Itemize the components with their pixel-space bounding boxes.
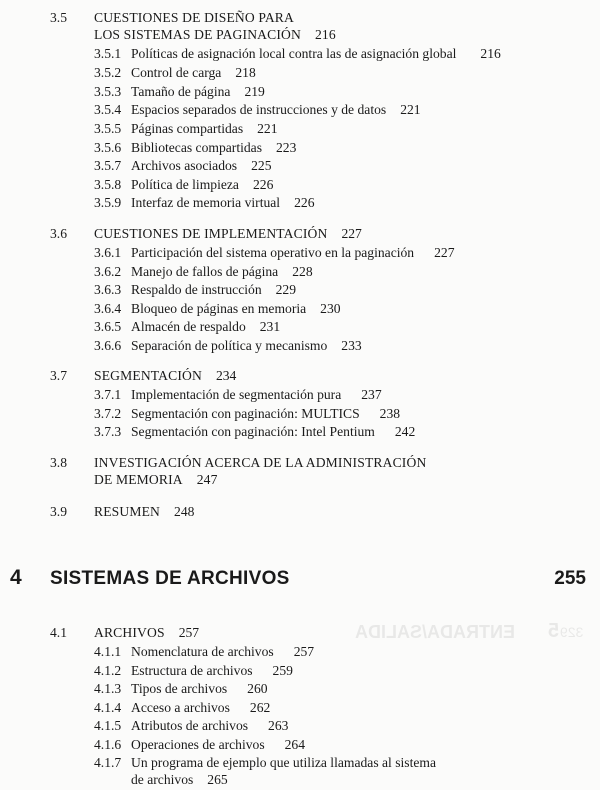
- page-number: 230: [320, 301, 341, 316]
- page-number: 257: [178, 625, 200, 640]
- bleed-through-chapter-title: ENTRADA/SALIDA: [355, 622, 515, 642]
- section-title-cont: DE MEMORIA 247: [94, 472, 218, 487]
- page-number: 216: [314, 27, 336, 42]
- page-number: 221: [257, 121, 278, 136]
- chapter-page: 255: [554, 568, 586, 589]
- section-title-cont: LOS SISTEMAS DE PAGINACIÓN 216: [94, 27, 336, 42]
- toc-entry-3-6-4[interactable]: 3.6.4 Bloqueo de páginas en memoria 230: [94, 301, 341, 316]
- page-number: 248: [174, 504, 195, 519]
- page-number: 221: [400, 102, 421, 117]
- page-number: 264: [284, 737, 306, 752]
- page-number: 231: [259, 319, 281, 334]
- page-number: 233: [341, 338, 362, 353]
- toc-entry-3-6-2[interactable]: 3.6.2 Manejo de fallos de página 228: [94, 264, 313, 279]
- page-number: 259: [272, 663, 293, 678]
- page-number: 238: [379, 406, 401, 421]
- toc-entry-3-5-7[interactable]: 3.5.7 Archivos asociados 225: [94, 158, 272, 173]
- toc-entry-3-7-3[interactable]: 3.7.3 Segmentación con paginación: Intel Pentium 242: [94, 424, 416, 439]
- section-number: 4.1: [50, 625, 67, 640]
- toc-entry-4-1-4[interactable]: 4.1.4 Acceso a archivos 262: [94, 700, 271, 715]
- page-number: 228: [292, 264, 313, 279]
- toc-entry-3-6-6[interactable]: 3.6.6 Separación de política y mecanismo 233: [94, 338, 362, 353]
- bleed-through-chapter-page: 329: [560, 624, 584, 640]
- section-title: RESUMEN: [94, 504, 161, 519]
- section-title: ARCHIVOS: [94, 625, 165, 640]
- section-number: 3.8: [50, 455, 67, 470]
- toc-entry-3-6-5[interactable]: 3.6.5 Almacén de respaldo 231: [94, 319, 281, 334]
- bleed-through-chapter-num: 5: [548, 620, 560, 642]
- page-number: 242: [394, 424, 416, 439]
- section-title: CUESTIONES DE DISEÑO PARA: [94, 10, 294, 25]
- page-number: 263: [268, 718, 289, 733]
- toc-entry-3-6-1[interactable]: 3.6.1 Participación del sistema operativo en la paginación 227: [94, 245, 455, 260]
- toc-entry-3-5-3[interactable]: 3.5.3 Tamaño de página 219: [94, 84, 265, 99]
- section-number: 3.5: [50, 10, 67, 25]
- section-title: INVESTIGACIÓN ACERCA DE LA ADMINISTRACIÓN: [94, 455, 427, 470]
- page-number: 218: [235, 65, 256, 80]
- toc-entry-3-7-1[interactable]: 3.7.1 Implementación de segmentación pura 237: [94, 387, 382, 402]
- section-title: CUESTIONES DE IMPLEMENTACIÓN: [94, 226, 328, 241]
- page-number: 226: [252, 177, 274, 192]
- page-number: 216: [480, 46, 501, 61]
- section-number: 3.6: [50, 226, 67, 241]
- toc-entry-3-5-6[interactable]: 3.5.6 Bibliotecas compartidas 223: [94, 140, 297, 155]
- page-number: 237: [361, 387, 382, 402]
- toc-entry-3-5-1[interactable]: 3.5.1 Políticas de asignación local contra las de asignación global 216: [94, 46, 501, 61]
- section-number: 3.7: [50, 368, 67, 383]
- toc-entry-3-6-3[interactable]: 3.6.3 Respaldo de instrucción 229: [94, 282, 297, 297]
- toc-entry-4-1-5[interactable]: 4.1.5 Atributos de archivos 263: [94, 718, 289, 733]
- page-number: 227: [434, 245, 455, 260]
- page-number: 219: [244, 84, 265, 99]
- chapter-number: 4: [10, 566, 22, 589]
- page-number: 225: [251, 158, 272, 173]
- toc-entry-4-1-7-cont: de archivos 265: [131, 772, 228, 787]
- page-number: 247: [196, 472, 218, 487]
- toc-entry-4-1-3[interactable]: 4.1.3 Tipos de archivos 260: [94, 681, 268, 696]
- toc-entry-3-5-4[interactable]: 3.5.4 Espacios separados de instrucciones y de datos 221: [94, 102, 421, 117]
- page-number: 227: [341, 226, 362, 241]
- toc-entry-3-5-9[interactable]: 3.5.9 Interfaz de memoria virtual 226: [94, 195, 315, 210]
- page-number: 257: [293, 644, 315, 659]
- page-number: 260: [247, 681, 268, 696]
- section-title: SEGMENTACIÓN: [94, 368, 202, 383]
- page-number: 262: [249, 700, 271, 715]
- toc-entry-3-5-5[interactable]: 3.5.5 Páginas compartidas 221: [94, 121, 278, 136]
- toc-entry-4-1-7[interactable]: 4.1.7 Un programa de ejemplo que utiliza llamadas al sistema: [94, 755, 437, 770]
- page-number: 226: [294, 195, 315, 210]
- toc-entry-3-5-2[interactable]: 3.5.2 Control de carga 218: [94, 65, 256, 80]
- page-number: 234: [215, 368, 237, 383]
- toc-entry-4-1-1[interactable]: 4.1.1 Nomenclatura de archivos 257: [94, 644, 315, 659]
- toc-entry-4-1-6[interactable]: 4.1.6 Operaciones de archivos 264: [94, 737, 306, 752]
- toc-entry-3-7-2[interactable]: 3.7.2 Segmentación con paginación: MULTICS 238: [94, 406, 401, 421]
- page-number: 223: [276, 140, 297, 155]
- toc-entry-3-5-8[interactable]: 3.5.8 Política de limpieza 226: [94, 177, 274, 192]
- section-number: 3.9: [50, 504, 67, 519]
- page-number: 265: [207, 772, 228, 787]
- chapter-title[interactable]: SISTEMAS DE ARCHIVOS: [50, 568, 290, 589]
- page-number: 229: [275, 282, 297, 297]
- toc-entry-4-1-2[interactable]: 4.1.2 Estructura de archivos 259: [94, 663, 293, 678]
